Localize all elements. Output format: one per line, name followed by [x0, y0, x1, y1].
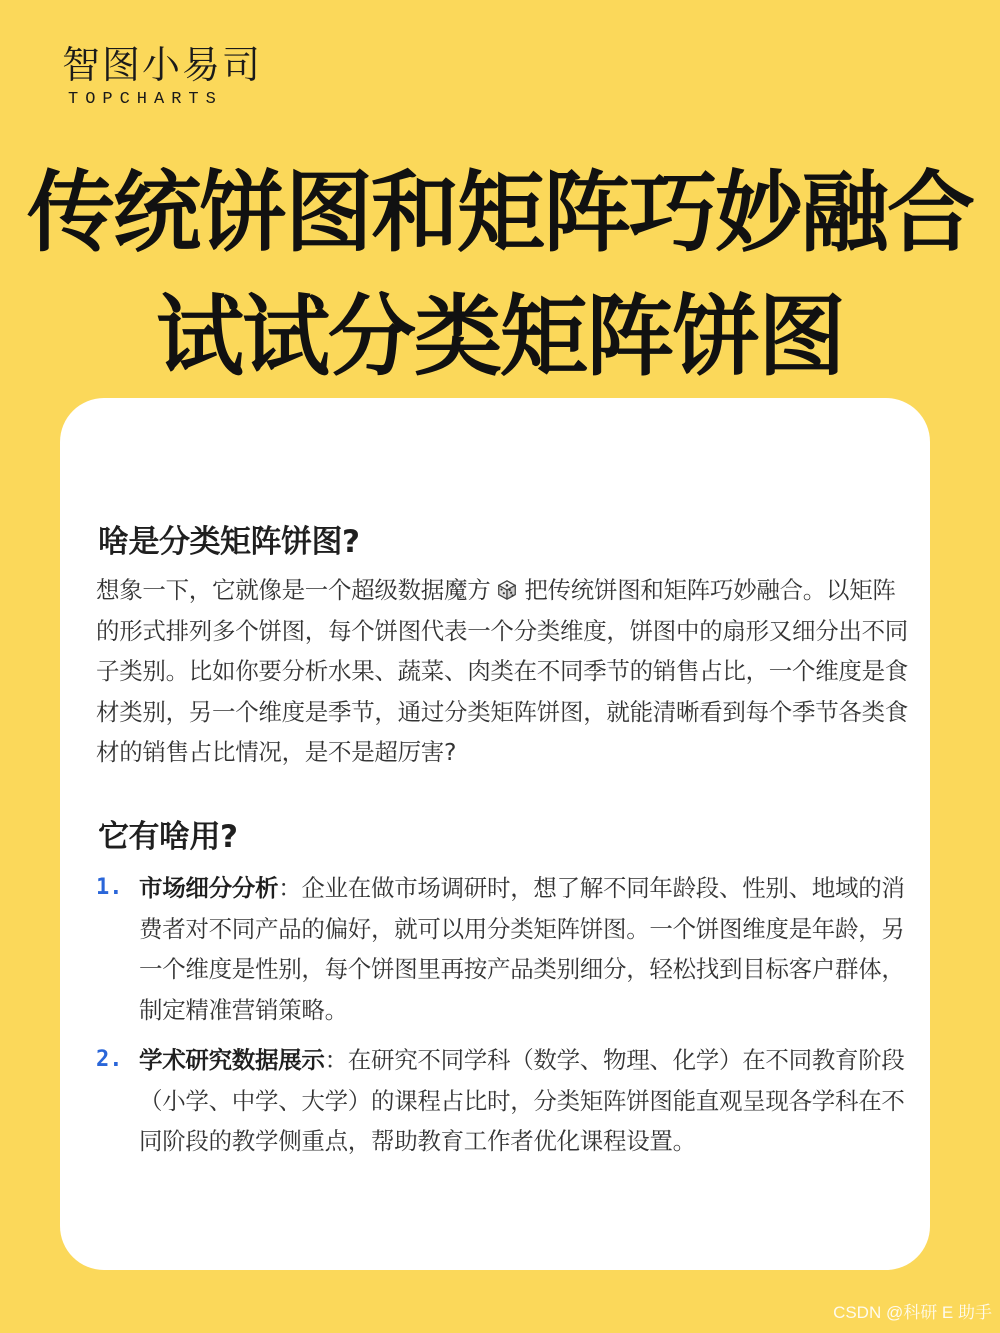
headline-line-2: 试试分类矩阵饼图 — [155, 285, 844, 388]
dice-icon — [496, 579, 518, 601]
intro-text-after: 把传统饼图和矩阵巧妙融合。以矩阵的形式排列多个饼图，每个饼图代表一个分类维度，饼图中的扇形又细分出不同子类别。比如你要分析水果、蔬菜、肉类在不同季节的销售占比，一个维度是食材类别，另一个维度是季节，通过分类矩阵饼图，就能清晰看到每个季节各类食材的销售占比情况，是不是超厉害? — [96, 576, 908, 766]
list-item-text: ：在研究不同学科（数学、物理、化学）在不同教育阶段（小学、中学、大学）的课程占比时，分类矩阵饼图能直观呈现各学科在不同阶段的教学侧重点，帮助教育工作者优化课程设置。 — [139, 1046, 905, 1155]
list-item-heading: 市场细分分析 — [139, 874, 279, 902]
list-item-number: 1. — [96, 875, 123, 900]
brand-name: 智图小易司 — [62, 43, 263, 87]
intro-text-before: 想象一下，它就像是一个超级数据魔方 — [96, 576, 491, 604]
section-title-uses: 它有啥用? — [98, 819, 238, 855]
list-item-text: ：企业在做市场调研时，想了解不同年龄段、性别、地域的消费者对不同产品的偏好，就可以用分类矩阵饼图。一个饼图维度是年龄，另一个维度是性别，每个饼图里再按产品类别细分，轻松找到目标客户群体，制定精准营销策略。 — [139, 874, 905, 1024]
list-item-body — [139, 1040, 908, 1162]
intro-paragraph — [96, 570, 908, 773]
watermark: CSDN @科研 E 助手 — [833, 1303, 992, 1322]
headline-line-1: 传统饼图和矩阵巧妙融合 — [26, 161, 973, 264]
section-title-what: 啥是分类矩阵饼图? — [98, 524, 360, 560]
list-item — [96, 1040, 908, 1162]
list-item — [96, 868, 908, 1030]
list-item-heading: 学术研究数据展示 — [139, 1046, 325, 1074]
content-card — [60, 398, 930, 1270]
list-item-body — [139, 868, 908, 1030]
brand-subtitle: TOPCHARTS — [68, 90, 223, 109]
brand-logo — [62, 42, 262, 109]
list-item-number: 2. — [96, 1047, 123, 1072]
